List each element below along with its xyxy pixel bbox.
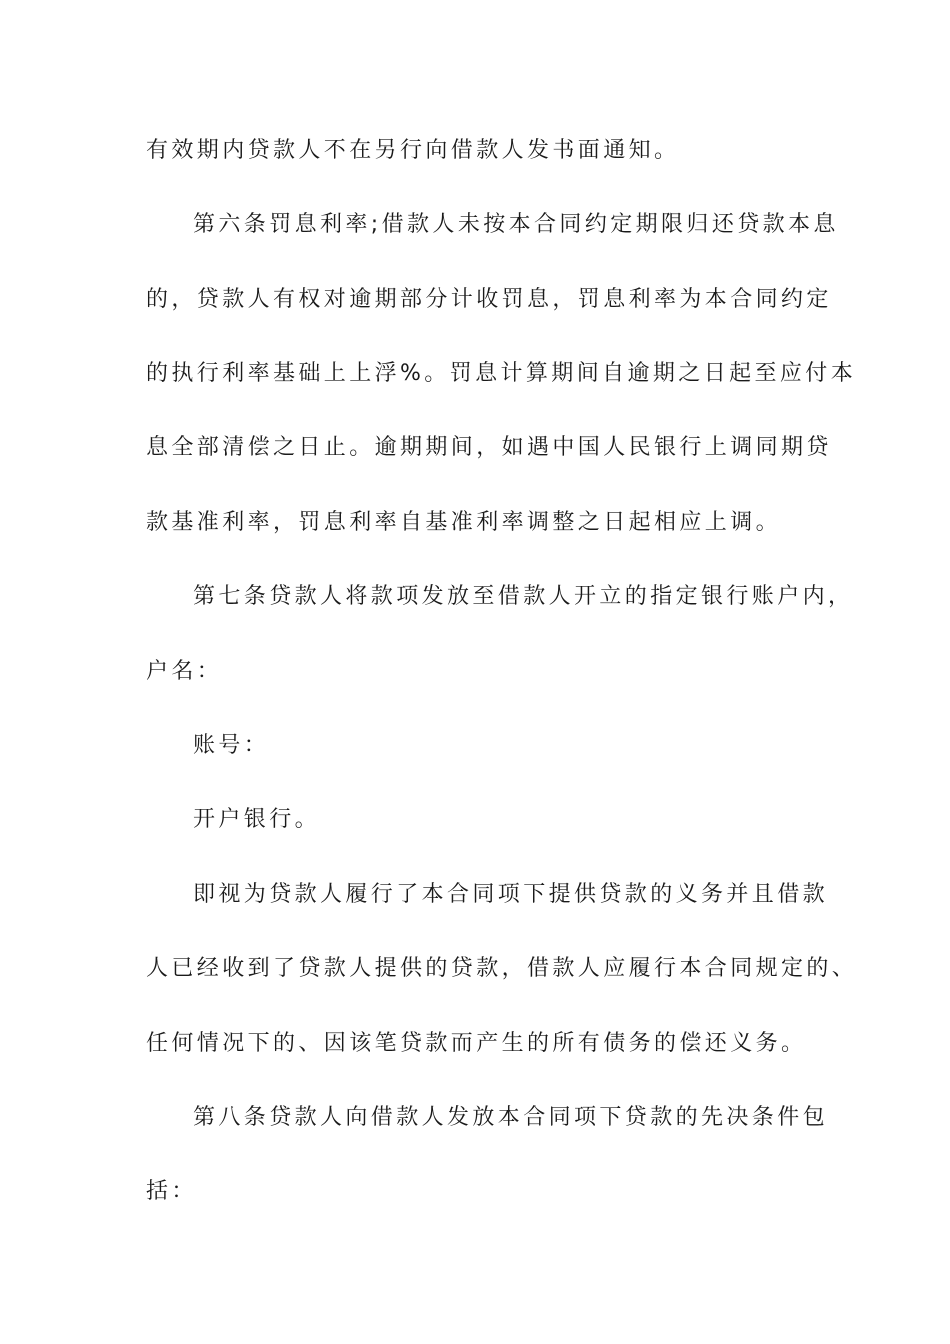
article-8-heading-line: 第八条贷款人向借款人发放本合同项下贷款的先决条件包 <box>193 1105 829 1130</box>
text-line: 括： <box>146 1179 197 1204</box>
text-line: 有效期内贷款人不在另行向借款人发书面通知。 <box>146 138 680 163</box>
text-line: 的，贷款人有权对逾期部分计收罚息，罚息利率为本合同约定 <box>146 287 832 312</box>
text-line: 款基准利率，罚息利率自基准利率调整之日起相应上调。 <box>146 510 782 535</box>
text-line: 息全部清偿之日止。逾期期间，如遇中国人民银行上调同期贷 <box>146 435 832 460</box>
article-7-heading-line: 第七条贷款人将款项发放至借款人开立的指定银行账户内， <box>193 584 854 609</box>
text-line: 的执行利率基础上上浮%。罚息计算期间自逾期之日起至应付本 <box>146 361 857 386</box>
text-line: 人已经收到了贷款人提供的贷款，借款人应履行本合同规定的、 <box>146 956 858 981</box>
text-line: 即视为贷款人履行了本合同项下提供贷款的义务并且借款 <box>193 882 829 907</box>
account-number-label: 账号： <box>193 733 270 758</box>
bank-label: 开户银行。 <box>193 807 321 832</box>
text-line: 任何情况下的、因该笔贷款而产生的所有债务的偿还义务。 <box>146 1031 807 1056</box>
article-6-heading-line: 第六条罚息利率;借款人未按本合同约定期限归还贷款本息 <box>193 212 839 237</box>
account-name-label: 户名： <box>146 659 223 684</box>
